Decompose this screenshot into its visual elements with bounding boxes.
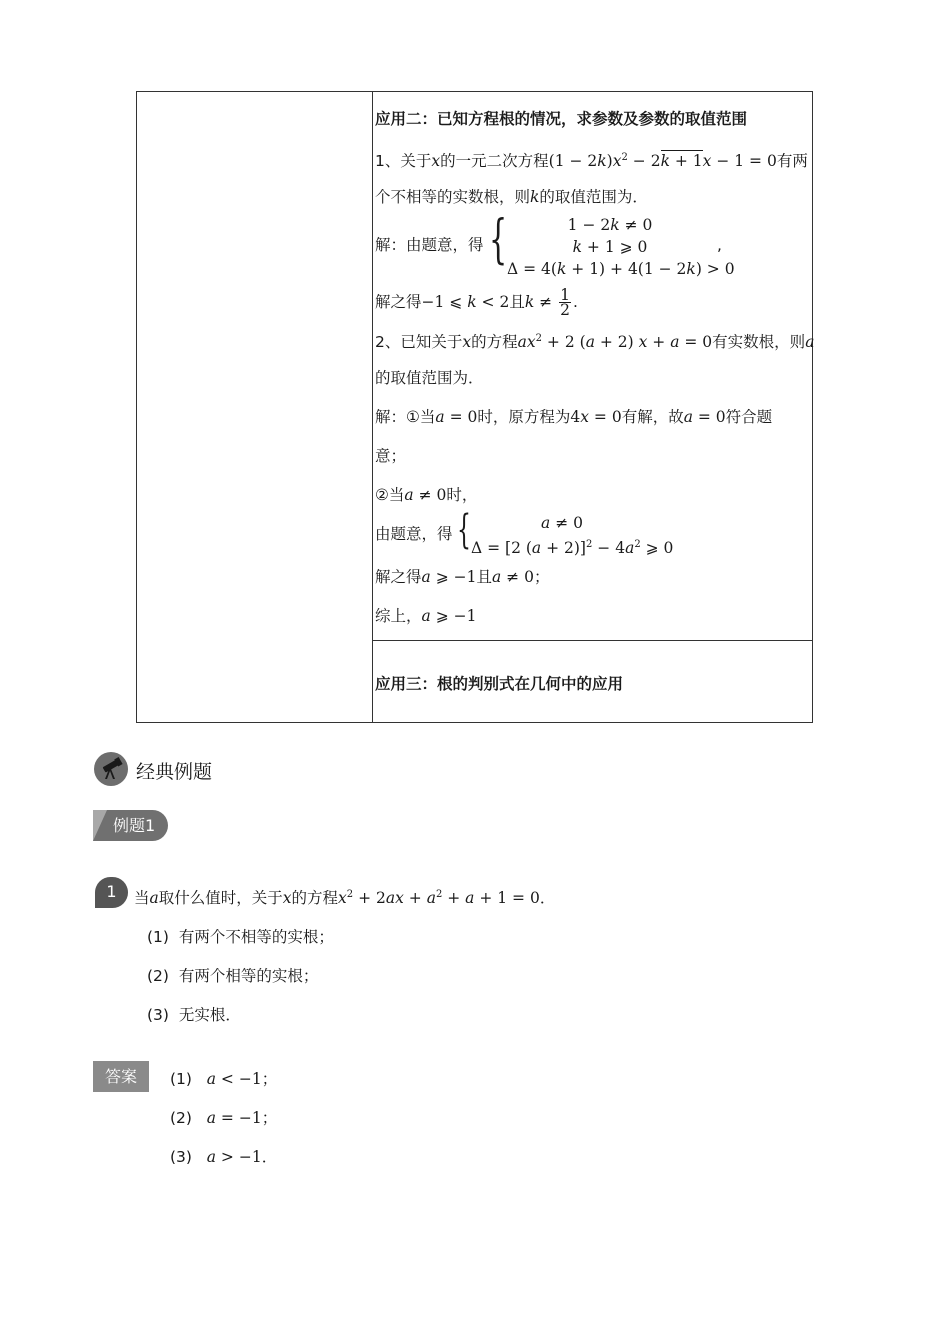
example-number-badge: 1 <box>95 877 128 908</box>
solution-two-line-2: 意； <box>375 447 407 465</box>
list-item: (1) 有两个不相等的实根； <box>147 928 334 946</box>
list-item: (2) 有两个相等的实根； <box>147 967 319 985</box>
application-two-heading: 应用二：已知方程根的情况，求参数及参数的取值范围 <box>375 110 748 128</box>
left-brace: { <box>457 507 471 553</box>
system-comma: , <box>717 236 722 254</box>
problem-two-line-1: 2、已知关于x的方程$ax^2 + 2$ (a + 2) x + a = 0有实数根，则a <box>375 333 815 352</box>
solution-two-line-1: 解：①当a = 0时，原方程为4x = 0有解，故a = 0符合题 <box>375 408 773 426</box>
answer-item: (2) a = −1； <box>170 1109 278 1127</box>
row-divider <box>372 640 812 641</box>
left-brace: { <box>489 210 508 270</box>
case-two-line: ②当a ≠ 0时， <box>375 486 478 504</box>
application-three-heading: 应用三：根的判别式在几何中的应用 <box>375 675 624 693</box>
answer-tag: 答案 <box>93 1061 149 1092</box>
problem-one-line-2: 个不相等的实数根，则k的取值范围为． <box>375 188 648 206</box>
column-divider <box>372 92 373 722</box>
example-stem: 当a取什么值时，关于x的方程$x^2 + 2ax + a^2 + a + 1 = 0$． <box>134 888 556 907</box>
solution-two-result: 解之得a ⩾ −1且a ≠ 0； <box>375 568 550 586</box>
content-table <box>136 91 813 723</box>
solution-two-label: 由题意，得 <box>375 525 453 543</box>
solution-one-system: 1 − 2k ≠ 0 k + 1 ⩾ 0 Δ = 4(k + 1) + 4(1 − 2k) > 0 <box>507 216 735 278</box>
solution-two-system: a ≠ 0 Δ = [2 $(a + 2)]^2 - 4a^2$ ⩾ 0 <box>471 514 674 558</box>
telescope-icon <box>94 752 128 786</box>
solution-one-result: 解之得−1 ⩽ k < 2且k ≠ $\frac{1}{2}$ . <box>375 286 578 319</box>
answer-item: (1) a < −1； <box>170 1070 278 1088</box>
problem-one-line-1: 1、关于x的一元二次方程$(1 - 2k)x^2 - 2k + 1x - 1 = 0$有两 <box>375 152 808 171</box>
answer-item: (3) a > −1． <box>170 1148 278 1166</box>
list-item: (3) 无实根． <box>147 1006 241 1024</box>
section-title: 经典例题 <box>136 761 213 783</box>
problem-two-line-2: 的取值范围为． <box>375 369 484 387</box>
example-tag: 例题1 <box>93 810 168 841</box>
summary-line: 综上，a ⩾ −1 <box>375 607 477 625</box>
solution-one-label: 解：由题意，得 <box>375 236 484 254</box>
